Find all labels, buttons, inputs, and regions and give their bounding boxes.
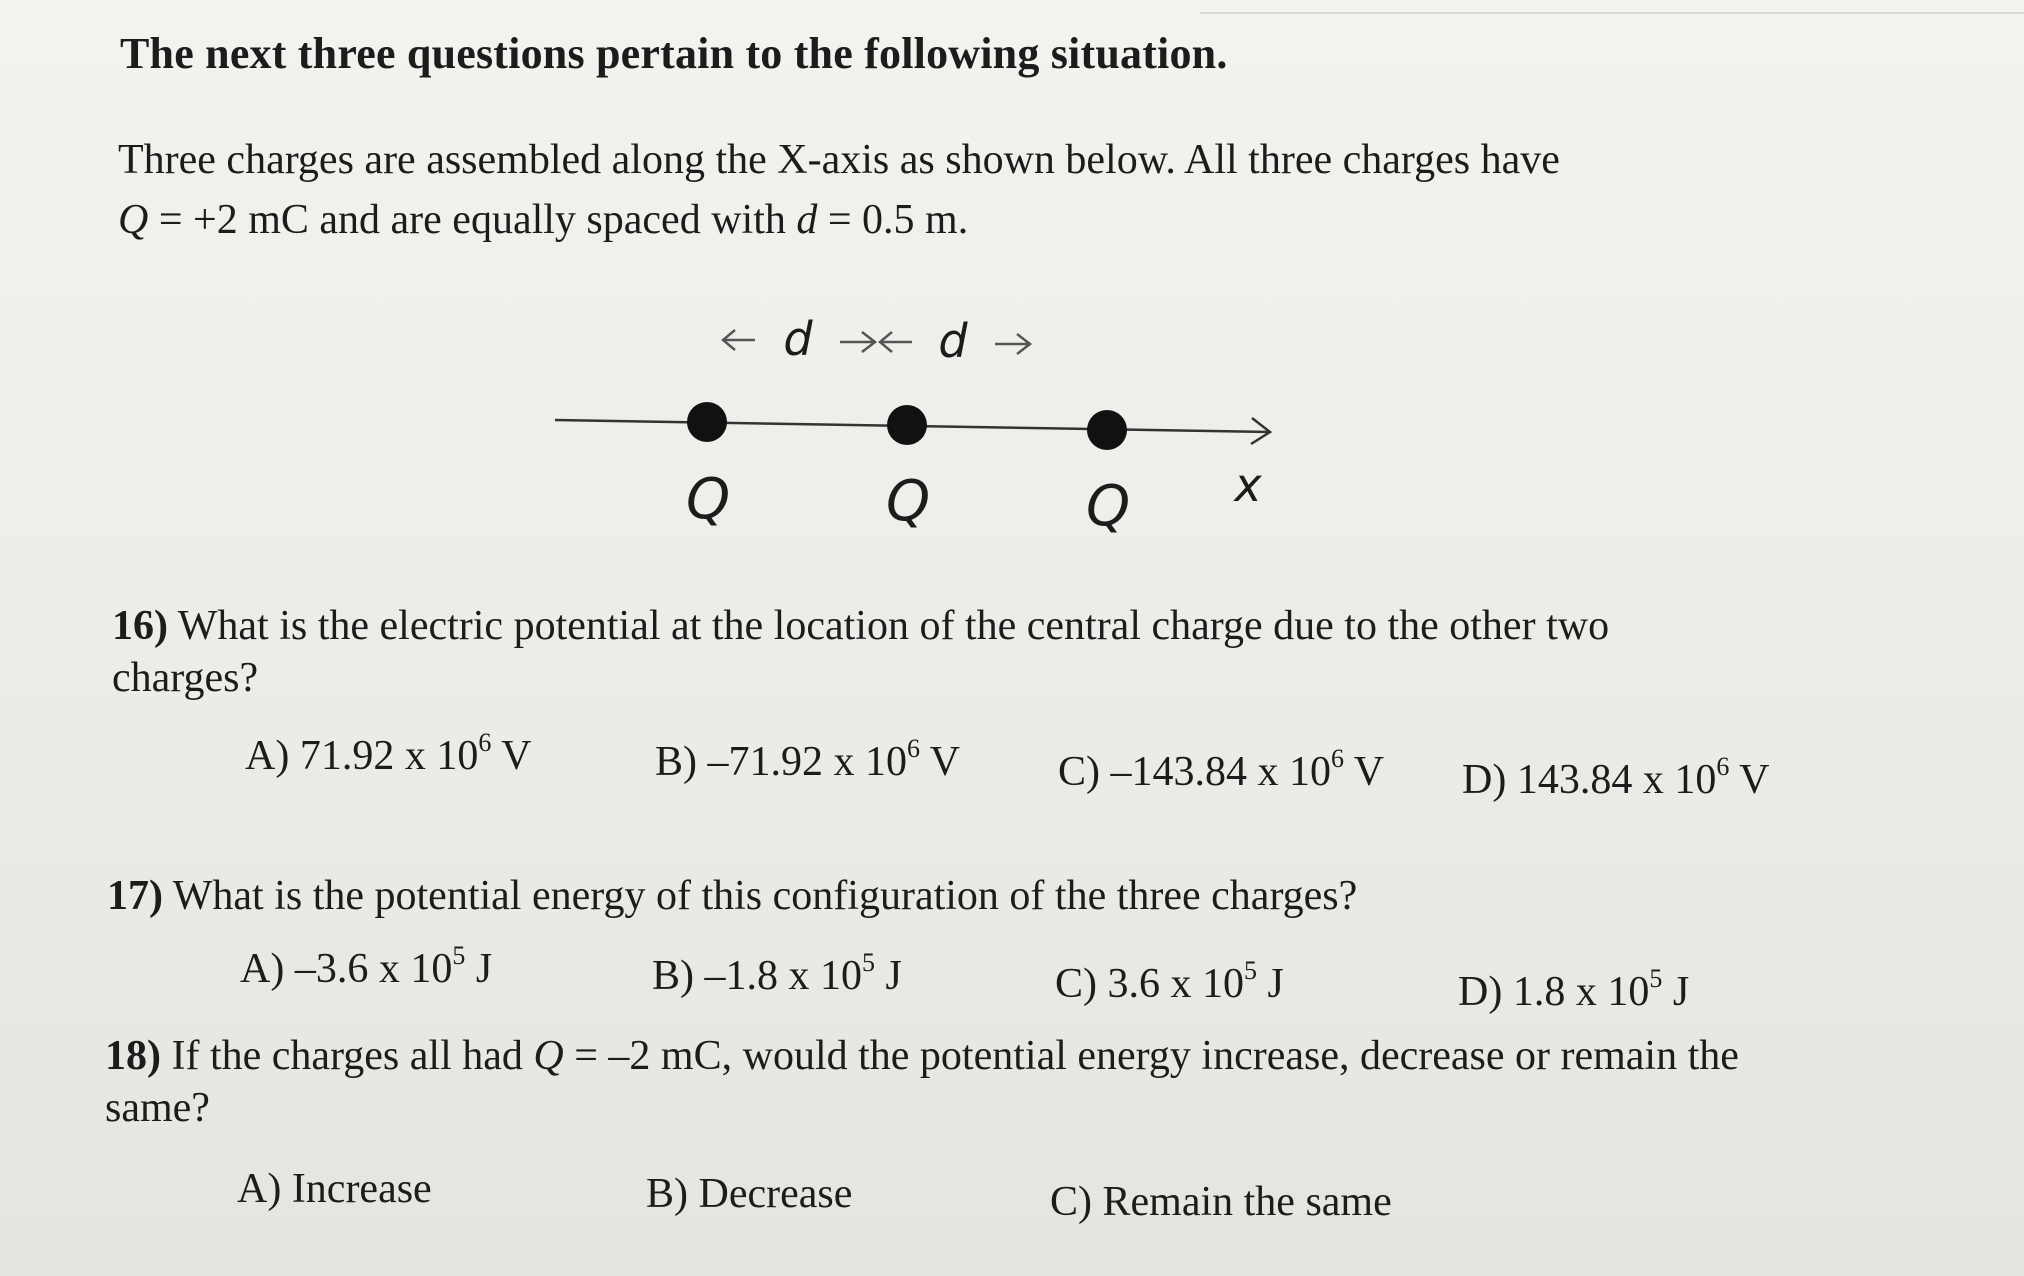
right-arrow-icon [840,332,875,352]
choice-unit: J [1662,969,1690,1015]
top-divider [1200,12,2024,14]
question-16-line-2: charges? [112,655,259,701]
q17-choice-c[interactable] [1055,956,1284,1008]
choice-unit: J [1257,961,1284,1007]
choice-exponent: 6 [907,734,920,763]
question-number: 17) [107,873,163,919]
question-18 [105,1030,1905,1134]
charge-symbol: Q [533,1033,564,1079]
charge-dot-2 [887,405,927,445]
choice-label: A) –3.6 x 10 [240,946,453,992]
question-number: 18) [105,1033,161,1079]
choice-label: C) –143.84 x 10 [1058,749,1331,795]
question-16 [112,600,1912,704]
right-arrow-icon [995,334,1030,354]
left-arrow-icon [723,330,755,350]
q17-choice-b[interactable] [652,948,902,1000]
spacing-label-1: d [783,312,813,366]
choice-label: B) –71.92 x 10 [655,739,907,785]
choice-label: D) 1.8 x 10 [1458,969,1650,1015]
q18-choice-b[interactable] [646,1170,852,1218]
choice-label: A) Increase [237,1166,432,1212]
intro-line-2-mid: = +2 mC and are equally spaced with [148,197,797,243]
charge-symbol: Q [118,197,149,243]
choice-unit: V [1344,749,1385,795]
choice-exponent: 6 [1331,744,1344,773]
spacing-label-2: d [938,314,968,368]
choice-unit: V [1729,757,1770,803]
choice-label: C) 3.6 x 10 [1055,961,1244,1007]
q16-choice-d[interactable] [1462,752,1770,804]
charge-label-2: Q [885,469,931,534]
question-16-line-1 [112,600,1912,652]
q16-choice-b[interactable] [655,734,961,786]
choice-label: B) Decrease [646,1171,853,1217]
q18-choice-a[interactable] [237,1165,432,1213]
choice-exponent: 5 [1649,964,1663,993]
left-arrow-icon [880,332,912,352]
charge-dot-1 [687,402,727,442]
choice-unit: J [875,953,902,999]
choice-label: C) Remain the same [1050,1179,1392,1225]
choice-exponent: 6 [1716,752,1730,781]
choice-exponent: 5 [862,948,875,977]
distance-symbol: d [796,197,818,243]
question-18-line-2: same? [105,1085,210,1131]
spacing-indicator-right [880,314,1030,368]
question-text-a: If the charges all had [161,1033,534,1079]
choice-unit: V [920,739,961,785]
axis-label: x [1234,458,1262,512]
q16-choice-c[interactable] [1058,744,1385,796]
spacing-indicator-left [723,312,875,366]
choice-unit: V [491,733,532,779]
question-text: What is the potential energy of this configuration of the three charges? [163,873,1358,919]
choice-exponent: 5 [452,941,466,970]
choice-unit: J [465,946,493,992]
charge-dot-3 [1087,410,1127,450]
question-text-b: = –2 mC, would the potential energy increase, decrease or remain the [563,1033,1739,1079]
intro-paragraph [118,130,1718,250]
q18-choice-c[interactable] [1050,1178,1392,1226]
choice-label: B) –1.8 x 10 [652,953,862,999]
choice-label: D) 143.84 x 10 [1462,757,1717,803]
choice-exponent: 5 [1244,956,1257,985]
charge-diagram [540,305,1300,565]
intro-line-2 [118,190,1718,250]
q17-choice-d[interactable] [1458,964,1690,1016]
question-18-line-1 [105,1030,1905,1082]
charge-diagram-svg [540,305,1300,565]
q17-choice-a[interactable] [240,941,493,993]
section-heading: The next three questions pertain to the following situation. [120,29,1228,78]
intro-line-1: Three charges are assembled along the X-axis as shown below. All three charges have [118,137,1560,183]
question-17-line-1 [107,870,1907,922]
charge-label-3: Q [1085,474,1131,539]
q16-choice-a[interactable] [245,728,532,780]
choice-label: A) 71.92 x 10 [245,733,479,779]
question-17 [107,870,1907,922]
question-number: 16) [112,603,168,649]
intro-line-2-end: = 0.5 m. [817,197,969,243]
question-text: What is the electric potential at the location of the central charge due to the other two [168,603,1610,649]
choice-exponent: 6 [478,728,492,757]
charge-label-1: Q [685,467,731,532]
